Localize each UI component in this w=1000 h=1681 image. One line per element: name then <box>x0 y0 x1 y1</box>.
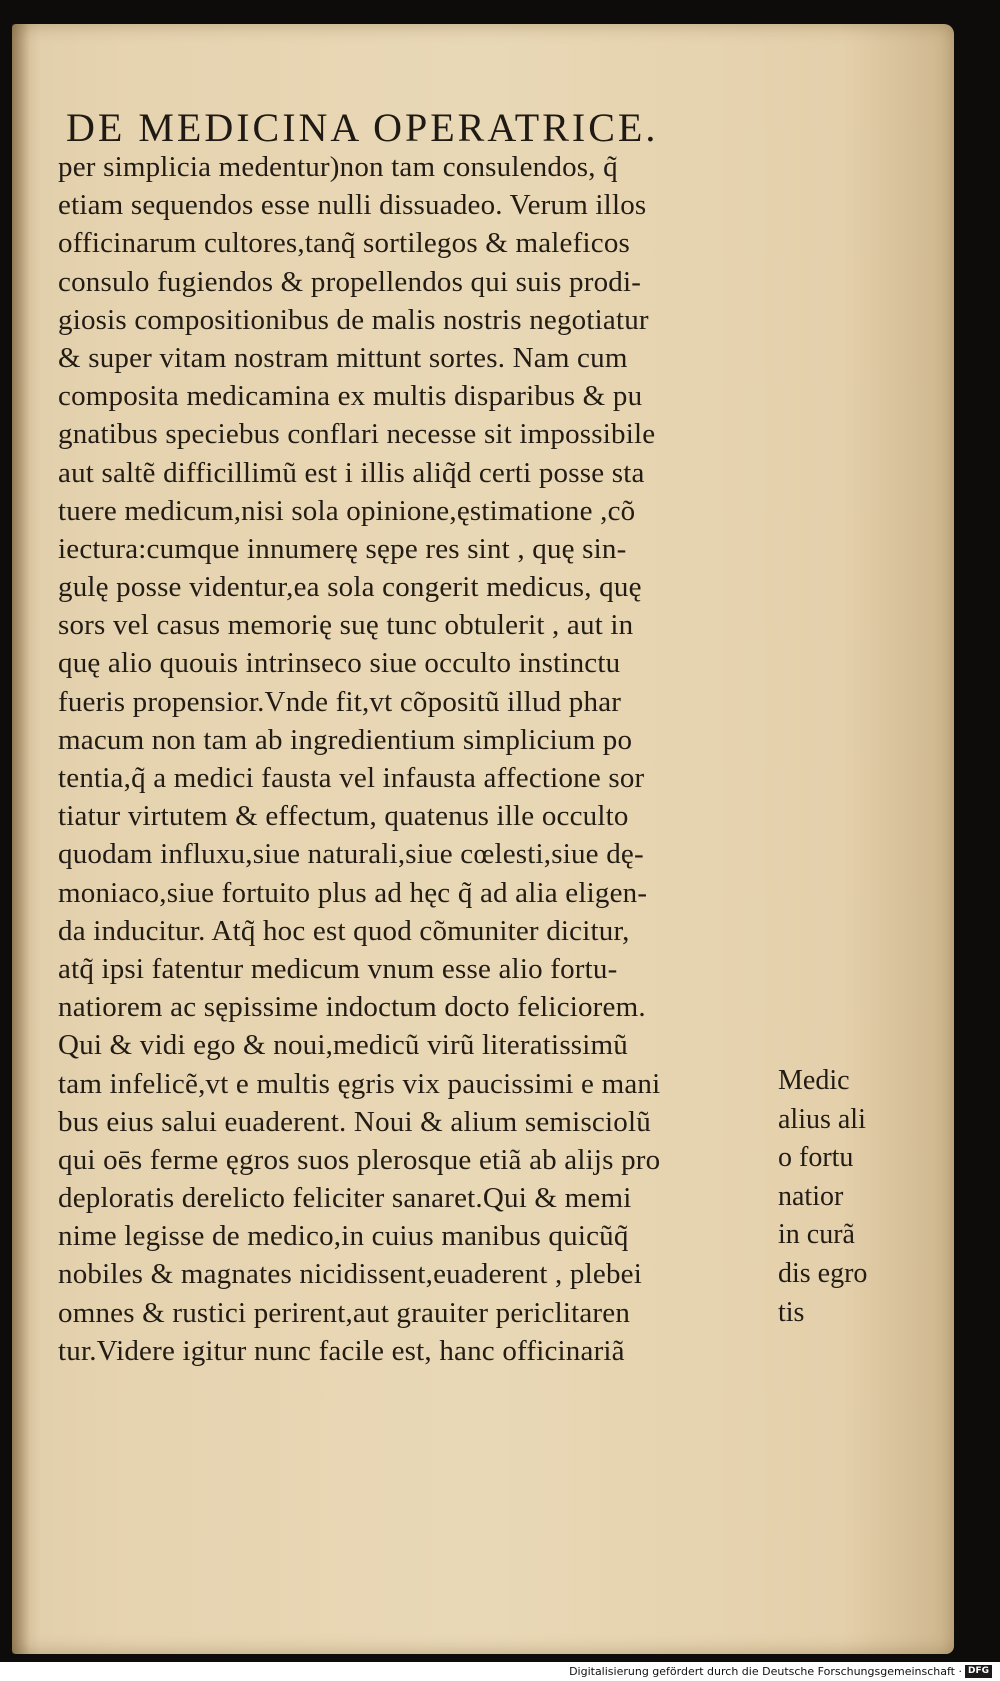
text-line: Qui & vidi ego & noui,medicũ virũ literatissimũ <box>58 1029 629 1062</box>
text-line: nobiles & magnates nicidissent,euaderent , plebei <box>58 1258 642 1291</box>
text-line: tentia,q̃ a medici fausta vel infausta affectione sor <box>58 762 645 794</box>
marginal-note-line: Medic᷒ <box>778 1065 872 1096</box>
text-line: moniaco,siue fortuito plus ad hęc q̃ ad alia eligen- <box>58 876 648 909</box>
text-line: atq̃ ipsi fatentur medicum vnum esse alio fortu- <box>58 952 618 985</box>
marginal-note-line: dis egro <box>778 1257 868 1289</box>
text-line: aut saltẽ difficillimũ est i illis aliq̃d certi posse sta <box>58 456 645 489</box>
text-line: tiatur virtutem & effectum, quatenus ille occulto <box>58 800 629 833</box>
text-line: qui oēs ferme ęgros suos plerosque etiã ab alijs pro <box>58 1143 661 1176</box>
text-line: officinarum cultores,tanq̃ sortilegos & maleficos <box>58 227 630 260</box>
marginal-note <box>778 1062 898 1332</box>
text-line: tur.Videre igitur nunc facile est, hanc officinariã <box>58 1334 625 1367</box>
text-line: iectura:cumque innumerę sępe res sint , quę sin- <box>58 532 627 565</box>
text-line: & super vitam nostram mittunt sortes. Nam cum <box>58 341 628 374</box>
text-line: natiorem ac sępissime indoctum docto feliciorem. <box>58 991 646 1024</box>
text-line: consulo fugiendos & propellendos qui suis prodi- <box>58 265 642 298</box>
page-gutter-shadow <box>12 24 30 1654</box>
text-line: nime legisse de medico,in cuius manibus quicũq̃ <box>58 1220 629 1253</box>
text-line: deploratis derelicto feliciter sanaret.Qui & memi <box>58 1182 632 1215</box>
dfg-logo-icon: DFG <box>965 1665 992 1678</box>
text-line: macum non tam ab ingredientium simplicium po <box>58 723 633 756</box>
text-line: sors vel casus memorię suę tunc obtulerit , aut in <box>58 609 634 642</box>
text-line: giosis compositionibus de malis nostris negotiatur <box>58 303 649 336</box>
body-text <box>58 148 758 1370</box>
text-line: bus eius salui euaderent. Noui & alium semisciolũ <box>58 1105 651 1138</box>
text-line: per simplicia medentur)non tam consulendos, q̃ <box>58 151 618 183</box>
marginal-note-line: alius ali <box>778 1103 866 1135</box>
text-line: gnatibus speciebus conflari necesse sit impossibile <box>58 418 656 451</box>
text-line: quę alio quouis intrinseco siue occulto instinctu <box>58 647 621 680</box>
text-line: tuere medicum,nisi sola opinione,ęstimatione ,cõ <box>58 494 636 527</box>
text-line: tam infelicẽ,vt e multis ęgris vix paucissimi e mani <box>58 1067 661 1100</box>
text-line: quodam influxu,siue naturali,siue cœlesti,siue dę- <box>58 838 644 871</box>
digitization-credit <box>569 1665 992 1678</box>
marginal-note-line: o fortu <box>778 1142 854 1174</box>
text-line: fueris propensior.Vnde fit,vt cõpositũ illud phar <box>58 685 622 718</box>
marginal-note-line: natior <box>778 1180 844 1212</box>
marginal-note-line: in curã <box>778 1219 855 1251</box>
text-line: da inducitur. Atq̃ hoc est quod cõmuniter dicitur, <box>58 914 630 947</box>
running-head: DE MEDICINA OPERATRICE. <box>66 105 659 150</box>
text-line: etiam sequendos esse nulli dissuadeo. Verum illos <box>58 189 647 222</box>
text-line: gulę posse videntur,ea sola congerit medicus, quę <box>58 571 642 604</box>
text-line: composita medicamina ex multis disparibus & pu <box>58 380 643 413</box>
credit-text: Digitalisierung gefördert durch die Deutsche Forschungsgemeinschaft · <box>569 1665 962 1678</box>
text-line: omnes & rustici perirent,aut grauiter periclitaren <box>58 1296 631 1329</box>
marginal-note-line: tis <box>778 1296 805 1328</box>
